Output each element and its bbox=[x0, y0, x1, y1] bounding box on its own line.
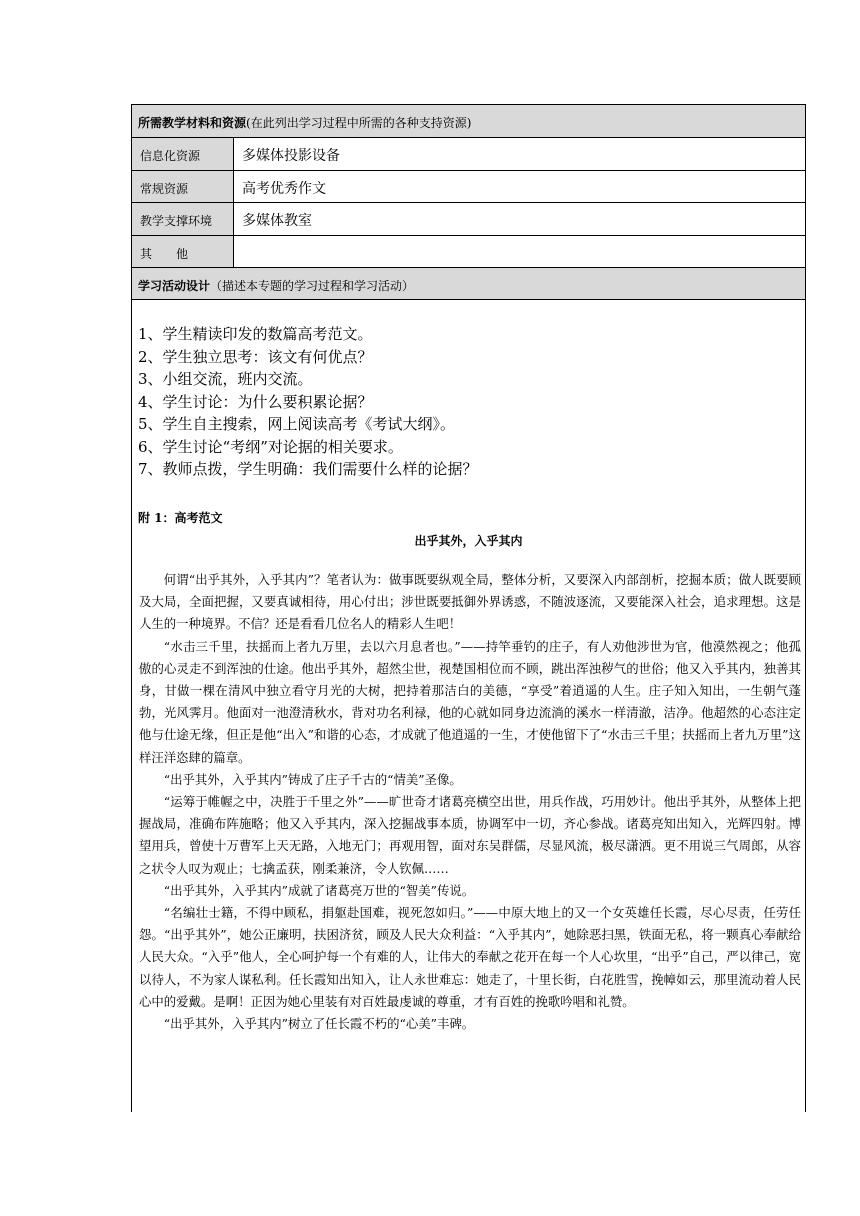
lesson-plan-table bbox=[131, 104, 806, 1112]
resource-row bbox=[132, 203, 805, 236]
essay-paragraph: “名编壮士籍，不得中顾私，捐躯赴国难，视死忽如归。”——中原大地上的又一个女英雄任长霞，尽心尽责，任劳任怨。“出乎其外”，她公正廉明，扶困济贫，顾及人民大众利益：“入乎其内”，她除恶扫黑，铁面无私，将一颗真心奉献给人民大众。“入乎”他人，全心呵护每一个有难的人，让伟大的奉献之花开在每一个人心坎里，“出乎”自己，严以律己，宽以待人，不为家人谋私利。任长霞知出知入，让人永世难忘：她走了，十里长街，白花胜雪，挽幛如云，那里流动着人民心中的爱戴。是啊！正因为她心里装有对百姓最虔诚的尊重，才有百姓的挽歌吟唱和礼赞。 bbox=[139, 905, 801, 1009]
resource-label: 信息化资源 bbox=[140, 149, 201, 163]
activity-item: 5、学生自主搜索，网上阅读高考《考试大纲》。 bbox=[138, 415, 456, 433]
activity-header bbox=[132, 268, 805, 300]
resources-header-note: (在此列出学习过程中所需的各种支持资源) bbox=[246, 116, 472, 130]
resources-header-title: 所需教学材料和资源 bbox=[138, 116, 247, 130]
activity-header-note: （描述本专题的学习过程和学习活动） bbox=[210, 279, 415, 293]
activity-header-title: 学习活动设计 bbox=[138, 279, 211, 293]
resource-row bbox=[132, 138, 805, 171]
essay-paragraph: “出乎其外，入乎其内”铸成了庄子千古的“情美”圣像。 bbox=[163, 771, 462, 787]
essay-paragraph: “出乎其外，入乎其内”成就了诸葛亮万世的“智美”传说。 bbox=[163, 882, 475, 898]
activity-item: 6、学生讨论“考纲”对论据的相关要求。 bbox=[138, 437, 403, 456]
essay-paragraph: “水击三千里，扶摇而上者九万里，去以六月息者也。”——持竿垂钓的庄子，有人劝他涉世为官，他漠然视之；他孤傲的心灵走不到浑浊的仕途。他出乎其外，超然尘世，视楚国相位而不顾，跳出浑浊秽气的世俗；他又入乎其内，独善其身，甘做一棵在清风中独立看守月光的大树，把持着那洁白的美德，“享受”着逍遥的人生。庄子知入知出，一生朝气蓬勃，光风霁月。他面对一池澄清秋水，背对功名利禄，他的心就如同身边流淌的溪水一样清澈，洁净。他超然的心态注定他与仕途无缘，但正是他“出入”和谐的心态，才成就了他逍遥的一生，才使他留下了“水击三千里；扶摇而上者九万里”这样汪洋恣肆的篇章。 bbox=[139, 638, 801, 765]
resource-value: 多媒体教室 bbox=[242, 213, 312, 229]
resource-label: 其 他 bbox=[140, 247, 189, 261]
resource-label: 教学支撑环境 bbox=[140, 214, 213, 228]
essay-paragraph: “出乎其外，入乎其内”树立了任长霞不朽的“心美”丰碑。 bbox=[163, 1016, 475, 1032]
resource-label: 常规资源 bbox=[140, 182, 189, 196]
essay-paragraph: 何谓“出乎其外，入乎其内”？笔者认为：做事既要纵观全局，整体分析，又要深入内部剖析，挖掘本质；做人既要顾及大局，全面把握，又要真诚相待，用心付出；涉世既要抵御外界诱惑，不随波逐流，又要能深入社会，追求理想。这是人生的一种境界。不信？还是看看几位名人的精彩人生吧！ bbox=[139, 572, 801, 632]
activity-item: 2、学生独立思考：该文有何优点？ bbox=[138, 347, 373, 366]
activity-item: 3、小组交流，班内交流。 bbox=[138, 370, 313, 388]
essay-paragraph: “运筹于帷幄之中，决胜于千里之外”——旷世奇才诸葛亮横空出世，用兵作战，巧用妙计。他出乎其外，从整体上把握战局，准确布阵施略；他又入乎其内，深入挖掘战事本质，协调军中一切，齐心参战。诸葛亮知出知入，光辉四射。博望用兵，曾使十万曹军上天无路，入地无门；再观用智，面对东吴群儒，尽显风流，极尽潇洒。更不用说三气周郎，从容之状令人叹为观止；七擒孟获，刚柔兼济，令人钦佩…… bbox=[139, 794, 801, 876]
activity-list bbox=[138, 323, 797, 481]
essay-body bbox=[139, 569, 801, 1035]
appendix-heading: 附 1：高考范文 bbox=[138, 511, 223, 525]
activity-item: 7、教师点拨，学生明确：我们需要什么样的论据？ bbox=[138, 460, 478, 478]
activity-item: 1、学生精读印发的数篇高考范文。 bbox=[138, 325, 373, 343]
essay-title: 出乎其外，入乎其内 bbox=[414, 534, 523, 548]
resource-row bbox=[132, 236, 805, 268]
resource-value: 多媒体投影设备 bbox=[242, 148, 340, 164]
resource-row bbox=[132, 171, 805, 203]
resources-header bbox=[132, 105, 805, 138]
resource-value: 高考优秀作文 bbox=[242, 181, 326, 197]
activity-item: 4、学生讨论：为什么要积累论据？ bbox=[138, 392, 373, 411]
